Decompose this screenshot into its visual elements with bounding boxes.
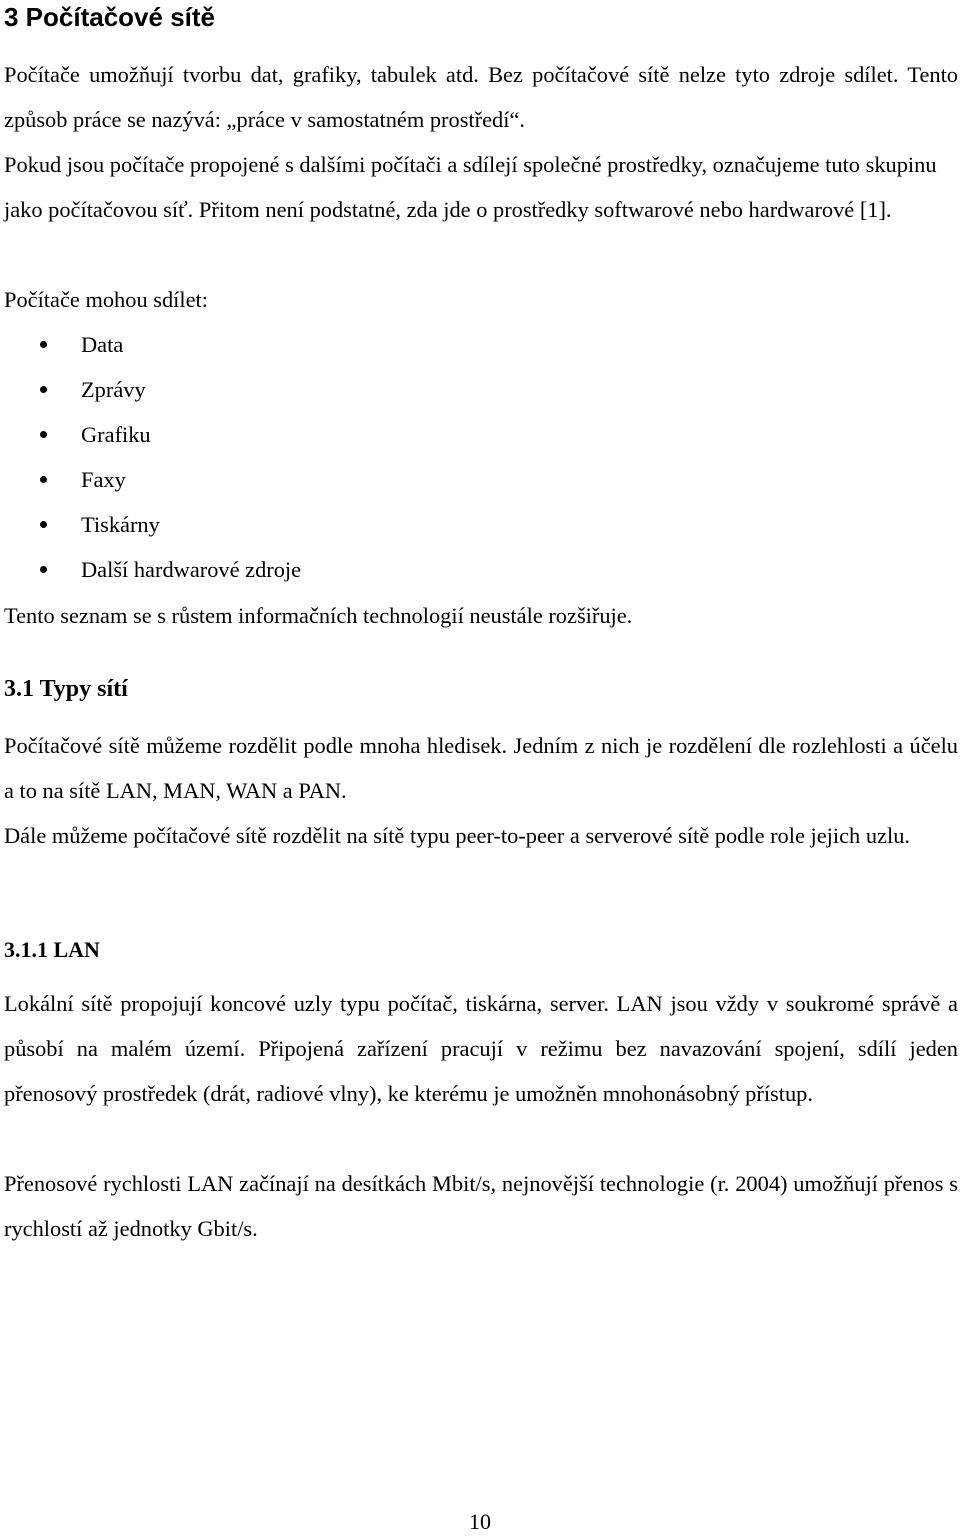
section-3-1-1-paragraph-2: Přenosové rychlosti LAN začínají na desítkách Mbit/s, nejnovější technologie (r. 2004) umožňují přenos s rychlostí až jednotky Gbit/s. bbox=[4, 1171, 958, 1241]
bullet-icon bbox=[40, 566, 47, 573]
list-item: Zprávy bbox=[0, 367, 700, 412]
bullet-icon bbox=[40, 476, 47, 483]
bullet-icon bbox=[40, 431, 47, 438]
intro-paragraph-3: Počítače mohou sdílet: bbox=[4, 287, 208, 312]
page-number: 10 bbox=[469, 1509, 491, 1534]
after-list-paragraph: Tento seznam se s růstem informačních technologií neustále rozšiřuje. bbox=[4, 603, 633, 628]
intro-paragraph-2: Pokud jsou počítače propojené s dalšími počítači a sdílejí společné prostředky, označujeme tuto skupinu jako počítačovou síť. Přitom není podstatné, zda jde o prostředky softwarové nebo hardwarové [1]. bbox=[4, 152, 937, 222]
list-item: Tiskárny bbox=[0, 502, 700, 547]
section-heading-3-1-1: 3.1.1 LAN bbox=[4, 937, 100, 962]
section-3-1-paragraph-2: Dále můžeme počítačové sítě rozdělit na sítě typu peer-to-peer a serverové sítě podle role jejich uzlu. bbox=[4, 823, 910, 848]
intro-paragraph-1: Počítače umožňují tvorbu dat, grafiky, tabulek atd. Bez počítačové sítě nelze tyto zdroje sdílet. Tento způsob práce se nazývá: „práce v samostatném prostředí“. bbox=[4, 62, 958, 132]
share-list bbox=[0, 322, 700, 592]
bullet-icon bbox=[40, 386, 47, 393]
chapter-heading: 3 Počítačové sítě bbox=[4, 2, 215, 32]
bullet-icon bbox=[40, 521, 47, 528]
section-3-1-paragraph-1: Počítačové sítě můžeme rozdělit podle mnoha hledisek. Jedním z nich je rozdělení dle rozlehlosti a účelu a to na sítě LAN, MAN, WAN a PAN. bbox=[4, 733, 958, 803]
section-3-1-1-paragraph-1: Lokální sítě propojují koncové uzly typu počítač, tiskárna, server. LAN jsou vždy v soukromé správě a působí na malém území. Připojená zařízení pracují v režimu bez navazování spojení, sdílí jeden přenosový prostředek (drát, radiové vlny), ke kterému je umožněn mnohonásobný přístup. bbox=[4, 991, 958, 1106]
list-item: Data bbox=[0, 322, 700, 367]
list-item: Faxy bbox=[0, 457, 700, 502]
list-item: Další hardwarové zdroje bbox=[0, 547, 700, 592]
bullet-icon bbox=[40, 341, 47, 348]
section-heading-3-1: 3.1 Typy sítí bbox=[4, 676, 128, 702]
list-item: Grafiku bbox=[0, 412, 700, 457]
